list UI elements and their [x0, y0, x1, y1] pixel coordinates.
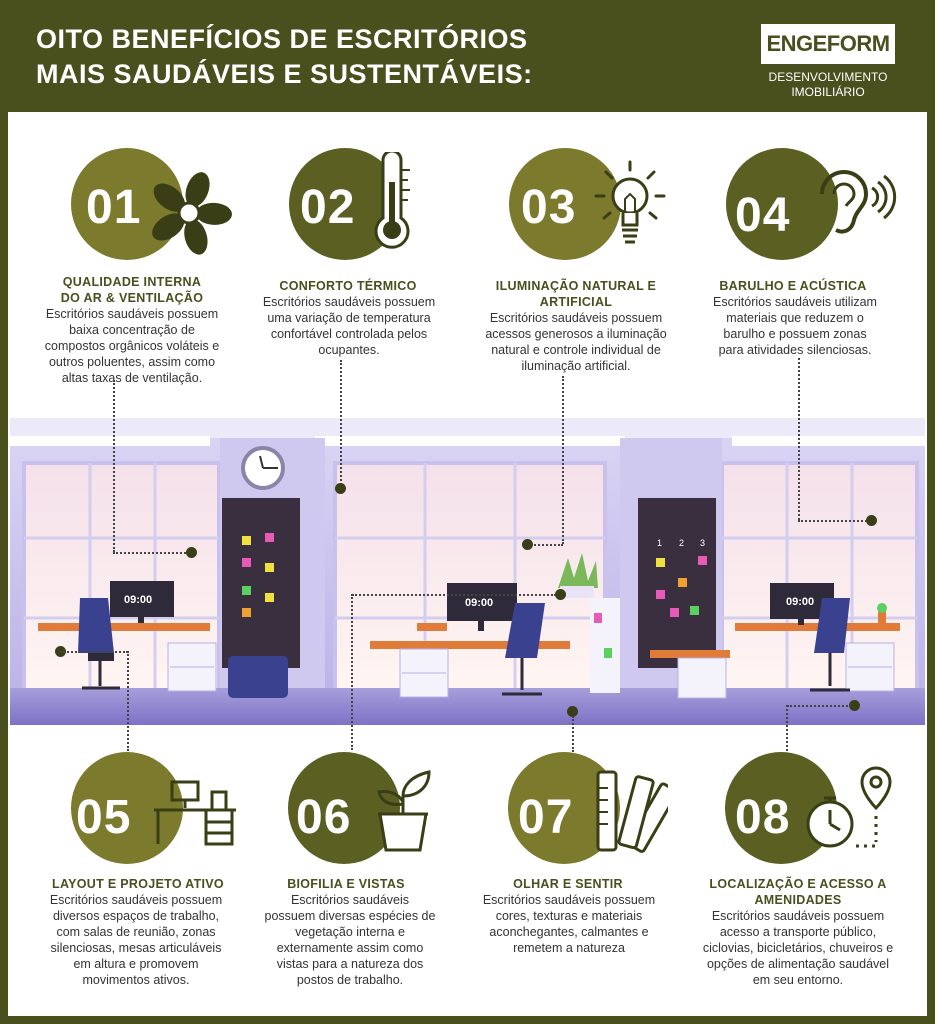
benefit-02-title: CONFORTO TÉRMICO	[279, 279, 417, 293]
benefit-04-desc-line-2: materiais que reduzem o	[726, 311, 864, 325]
benefit-07-desc-line-4: remetem a natureza	[513, 941, 625, 955]
benefit-03-title	[476, 278, 676, 310]
connector-08-h	[787, 705, 851, 707]
connector-dot-02	[335, 483, 346, 494]
benefit-01-desc-line-2: baixa concentração de	[69, 323, 195, 337]
benefit-03-desc-line-2: acessos generosos a iluminação	[485, 327, 667, 341]
benefit-06-description	[244, 892, 456, 988]
benefit-03-desc-line-3: natural e controle individual de	[491, 343, 661, 357]
benefit-06-desc-line-5: vistas para a natureza dos	[276, 957, 424, 971]
benefit-02-number: 02	[300, 181, 356, 234]
benefit-06-desc-line-6: postos de trabalho.	[296, 973, 404, 987]
board-label-3: 3	[700, 538, 706, 548]
office-illustration	[10, 418, 925, 725]
benefit-02-desc-line-1: Escritórios saudáveis possuem	[262, 295, 436, 309]
benefit-01-desc-line-1: Escritórios saudáveis possuem	[45, 307, 219, 321]
benefit-04-number: 04	[735, 189, 791, 242]
ear-icon	[808, 162, 898, 242]
benefit-01-title-line-1: QUALIDADE INTERNA	[62, 275, 202, 289]
board-right	[638, 498, 716, 668]
benefit-08-description	[676, 908, 920, 988]
connector-04	[798, 358, 800, 520]
thermometer-icon	[366, 152, 416, 252]
benefit-07-number: 07	[518, 791, 574, 844]
benefit-08-desc-line-5: em seu entorno.	[752, 973, 844, 987]
desk-icon	[150, 778, 240, 848]
benefit-08-title	[698, 876, 898, 908]
benefit-08-desc-line-3: ciclovias, bicicletários, chuveiros e	[702, 941, 894, 955]
logo-subtitle-line-1: DESENVOLVIMENTO	[768, 70, 888, 84]
benefit-08-number: 08	[735, 791, 791, 844]
board-label-1: 1	[657, 538, 663, 548]
benefit-06-desc-line-3: vegetação interna e	[295, 925, 405, 939]
benefit-05-desc-line-6: movimentos ativos.	[82, 973, 190, 987]
monitor-time-center: 09:00	[465, 597, 494, 609]
benefit-04-title: BARULHO E ACÚSTICA	[719, 279, 867, 293]
benefit-04-desc-line-4: para atividades silenciosas.	[718, 343, 872, 357]
title-line-2: MAIS SAUDÁVEIS E SUSTENTÁVEIS:	[36, 59, 533, 89]
benefit-07-title: OLHAR E SENTIR	[513, 877, 623, 891]
location-stopwatch-icon	[800, 764, 900, 856]
connector-dot-03	[522, 539, 533, 550]
benefit-06-desc-line-1: Escritórios saudáveis	[290, 893, 410, 907]
lightbulb-icon	[594, 158, 666, 253]
benefit-04-desc-line-3: barulho e possuem zonas	[723, 327, 867, 341]
benefit-02-description	[244, 294, 454, 358]
logo-subtitle	[750, 70, 906, 100]
benefit-03-desc-line-1: Escritórios saudáveis possuem	[489, 311, 663, 325]
benefit-08-title-line-1: LOCALIZAÇÃO E ACESSO A	[709, 877, 887, 891]
title-line-1: OITO BENEFÍCIOS DE ESCRITÓRIOS	[36, 24, 528, 54]
benefit-03-description	[466, 310, 686, 374]
benefit-08-title-line-2: AMENIDADES	[754, 893, 842, 907]
fan-icon	[144, 168, 234, 258]
benefit-01-title-line-2: DO AR & VENTILAÇÃO	[60, 291, 204, 305]
benefit-08-desc-line-4: opções de alimentação saudável	[706, 957, 890, 971]
benefit-03-number: 03	[521, 181, 577, 234]
benefit-06-desc-line-4: externamente assim como	[276, 941, 424, 955]
connector-01-h	[113, 552, 193, 554]
page-title	[36, 22, 533, 92]
office-scene-svg	[10, 418, 925, 725]
benefit-05-number: 05	[76, 791, 132, 844]
color-swatch-icon	[590, 768, 668, 856]
benefit-01-description	[28, 306, 236, 386]
benefit-05-description	[24, 892, 248, 988]
benefit-04-description	[695, 294, 895, 358]
connector-05-h	[60, 651, 128, 653]
connector-dot-06	[555, 589, 566, 600]
benefit-08-desc-line-1: Escritórios saudáveis possuem	[711, 909, 885, 923]
logo-subtitle-line-2: IMOBILIÁRIO	[791, 85, 865, 99]
benefit-02-desc-line-3: confortável controlada pelos	[270, 327, 428, 341]
benefit-06-desc-line-2: possuem diversas espécies de	[264, 909, 436, 923]
connector-01	[113, 380, 115, 552]
benefit-07-desc-line-2: cores, texturas e materiais	[495, 909, 643, 923]
connector-dot-04	[866, 515, 877, 526]
benefit-05-desc-line-1: Escritórios saudáveis possuem	[49, 893, 223, 907]
connector-02	[340, 360, 342, 488]
connector-08	[786, 705, 788, 751]
benefit-02-desc-line-2: uma variação de temperatura	[267, 311, 431, 325]
monitor-time-right: 09:00	[786, 596, 815, 608]
benefit-03-title-line-1: ILUMINAÇÃO NATURAL E	[495, 279, 657, 293]
header	[0, 0, 935, 112]
benefit-02-desc-line-4: ocupantes.	[318, 343, 380, 357]
benefit-07-desc-line-1: Escritórios saudáveis possuem	[482, 893, 656, 907]
benefit-03-desc-line-4: iluminação artificial.	[521, 359, 631, 373]
benefit-04-desc-line-1: Escritórios saudáveis utilizam	[713, 295, 877, 309]
benefit-08-desc-line-2: acesso a transporte público,	[719, 925, 877, 939]
benefit-05-desc-line-3: com salas de reunião, zonas	[56, 925, 216, 939]
benefit-05-desc-line-2: diversos espaços de trabalho,	[52, 909, 220, 923]
benefit-06-title: BIOFILIA E VISTAS	[287, 877, 405, 891]
benefit-05-title: LAYOUT E PROJETO ATIVO	[52, 877, 224, 891]
connector-04-h	[798, 520, 870, 522]
connector-06	[351, 594, 353, 750]
board-left	[222, 498, 300, 668]
connector-03	[562, 376, 564, 544]
plant-icon	[372, 768, 434, 854]
monitor-time-left: 09:00	[124, 594, 153, 606]
connector-dot-01	[186, 547, 197, 558]
benefit-03-title-line-2: ARTIFICIAL	[539, 295, 613, 309]
engeform-logo: ENGEFORM	[761, 24, 895, 64]
connector-06-h	[352, 594, 556, 596]
benefit-07-description	[462, 892, 676, 956]
benefit-01-desc-line-4: outros poluentes, assim como	[48, 355, 216, 369]
benefit-06-number: 06	[296, 791, 352, 844]
benefit-05-desc-line-4: silenciosas, mesas articuláveis	[50, 941, 222, 955]
board-label-2: 2	[679, 538, 685, 548]
benefit-05-desc-line-5: em altura e promovem	[73, 957, 199, 971]
benefit-01-number: 01	[86, 181, 142, 234]
benefit-01-desc-line-5: altas taxas de ventilação.	[61, 371, 203, 385]
benefit-01-desc-line-3: compostos orgânicos voláteis e	[44, 339, 220, 353]
connector-05	[127, 651, 129, 751]
benefit-01-title	[42, 274, 222, 306]
benefit-07-desc-line-3: aconchegantes, calmantes e	[489, 925, 649, 939]
connector-07	[572, 716, 574, 752]
